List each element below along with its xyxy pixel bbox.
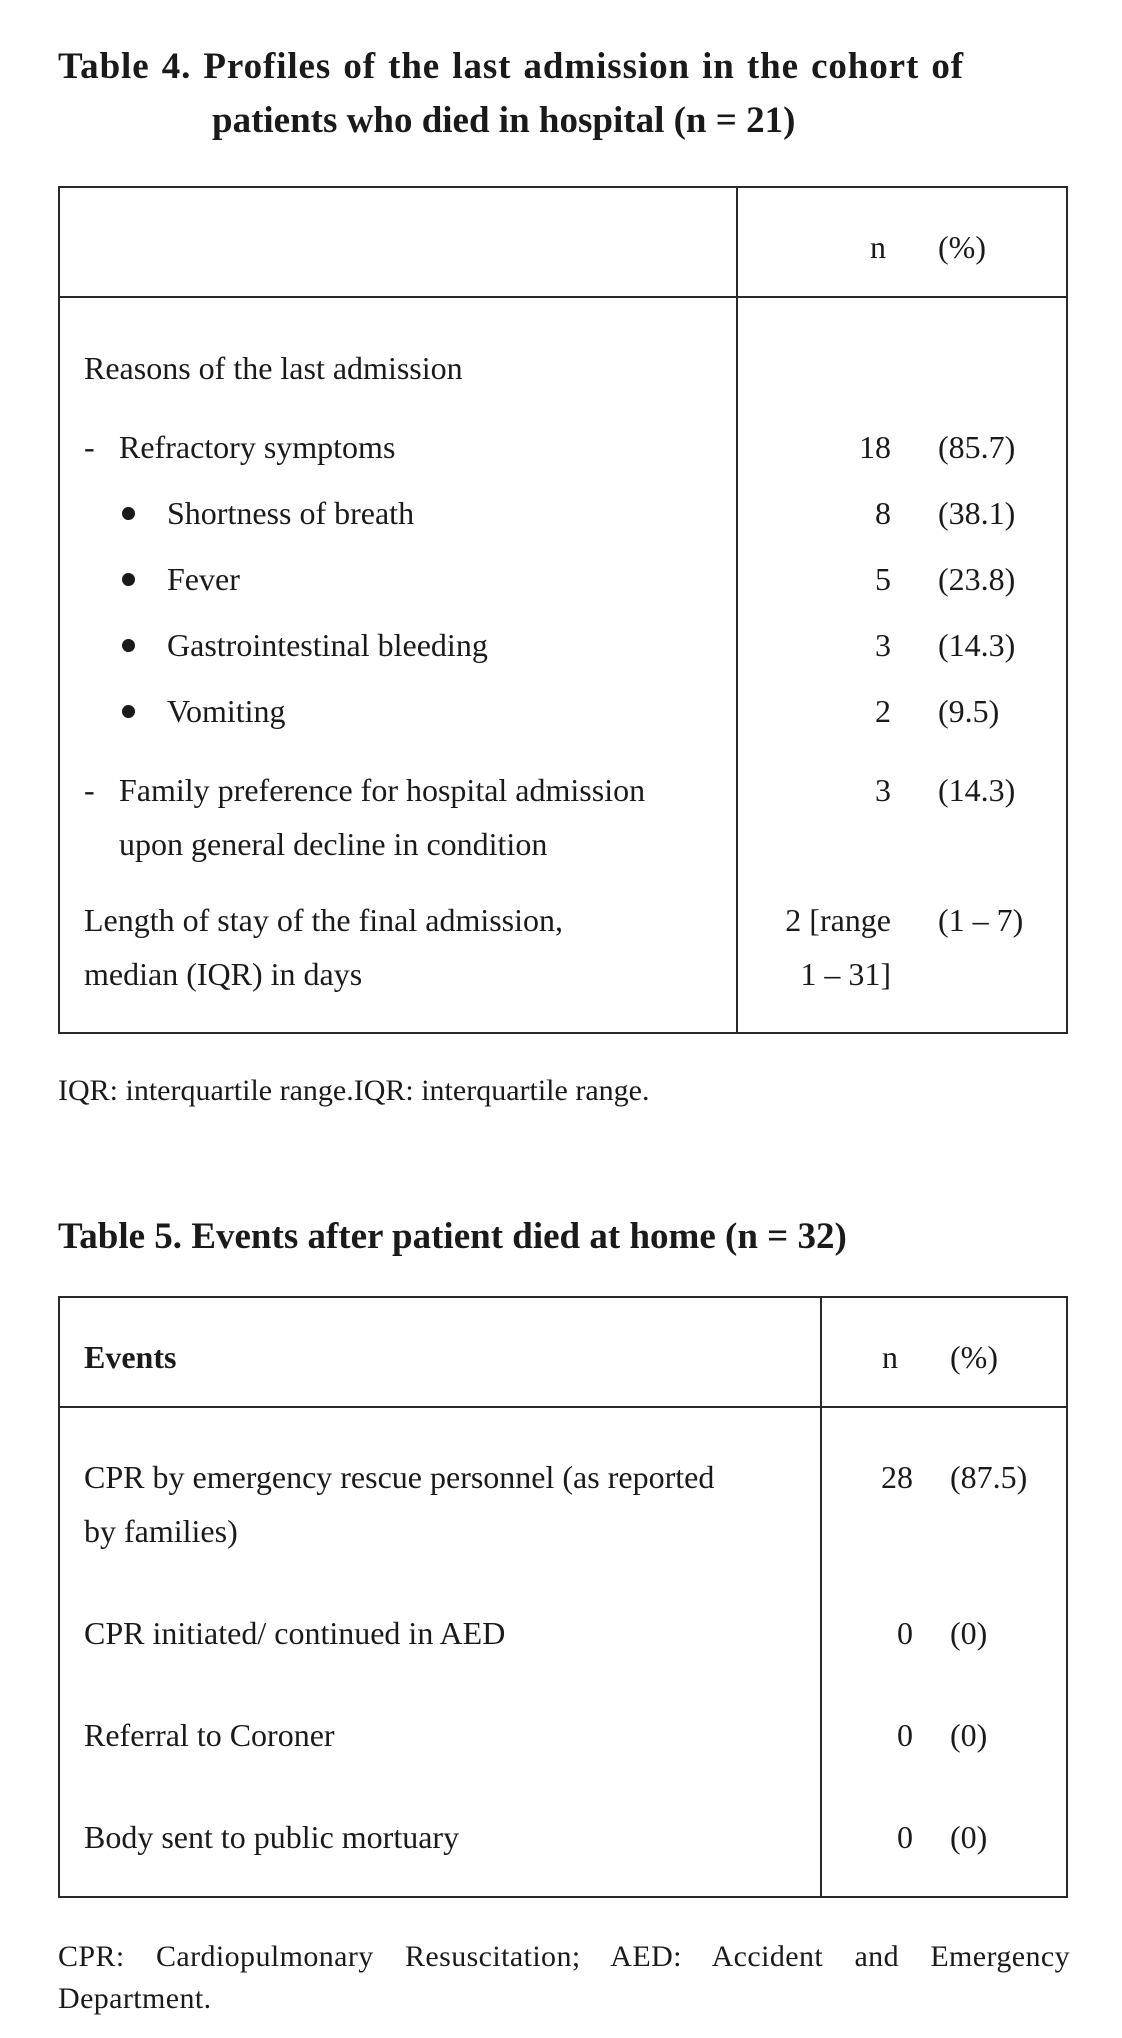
dash-marker: - [84,429,95,465]
table4-footnote: IQR: interquartile range.IQR: interquartile range. [58,1074,650,1107]
table4-row-pct: (85.7) [938,429,1016,465]
table4-row-n: 8 [875,495,891,531]
table4-caption-line1: Profiles of the last admission in the cohort of [203,46,964,87]
table5-row-label: Referral to Coroner [84,1717,335,1753]
table4-family-pct: (14.3) [938,772,1016,808]
table4-section-label: Reasons of the last admission [84,350,463,386]
table4 [58,186,1068,1034]
table4-row-label: Shortness of breath [122,486,414,540]
table5-header-events: Events [84,1339,177,1375]
table5-cpr-label: CPR by emergency rescue personnel (as reported [84,1459,715,1495]
table5 [58,1296,1068,1898]
table4-column-divider [736,188,738,1032]
table4-row-label: - Refractory symptoms [84,420,395,474]
table5-caption-number: Table 5. [58,1216,183,1257]
table4-caption [58,40,1070,148]
table4-los-n: 2 [range [785,902,891,938]
table4-row-pct: (38.1) [938,495,1016,531]
table4-row-n: 3 [875,627,891,663]
table5-footnote: CPR: Cardiopulmonary Resuscitation; AED: Accident and Emergency Department. [58,1940,1070,2015]
table4-los-pct: (1 – 7) [938,902,1024,938]
table5-row-n: 0 [897,1717,913,1753]
table5-row-pct: (0) [950,1819,988,1855]
table5-cpr-pct: (87.5) [950,1459,1028,1495]
table5-row-label: Body sent to public mortuary [84,1819,460,1855]
table5-row-label: CPR initiated/ continued in AED [84,1615,506,1651]
table5-column-divider [820,1298,822,1896]
table4-row-n: 2 [875,693,891,729]
table4-row-pct: (9.5) [938,693,1000,729]
table4-caption-number: Table 4. [58,46,192,87]
table4-header-divider [60,296,1066,298]
table4-los-label: Length of stay of the final admission, [84,902,564,938]
table5-row-pct: (0) [950,1717,988,1753]
bullet-icon [122,639,135,652]
table4-header-n: n [870,229,886,265]
table5-row-n: 0 [897,1819,913,1855]
table4-los-label-line2: median (IQR) in days [84,956,363,992]
table4-header-pct: (%) [938,229,986,265]
table4-row-label: Vomiting [122,684,286,738]
table4-family-label-line2: upon general decline in condition [119,826,548,862]
table5-row-pct: (0) [950,1615,988,1651]
bullet-icon [122,573,135,586]
bullet-icon [122,705,135,718]
table5-header-divider [60,1406,1066,1408]
table5-header-n: n [882,1339,898,1375]
table5-header-pct: (%) [950,1339,998,1375]
table4-row-pct: (23.8) [938,561,1016,597]
table4-row-label: Fever [122,552,240,606]
dash-marker: - [84,772,95,808]
table4-row-pct: (14.3) [938,627,1016,663]
table5-caption [58,1210,1070,1264]
table5-cpr-n: 28 [881,1459,913,1495]
table4-row-label: Gastrointestinal bleeding [122,618,488,672]
table4-row-n: 18 [859,429,891,465]
table4-caption-line2: patients who died in hospital (n = 21) [212,100,796,141]
table4-row-n: 5 [875,561,891,597]
table4-family-n: 3 [875,772,891,808]
table5-row-n: 0 [897,1615,913,1651]
table5-caption-text: Events after patient died at home (n = 32) [191,1216,847,1257]
table4-family-label: - Family preference for hospital admission [84,763,645,817]
table5-cpr-label-line2: by families) [84,1513,238,1549]
table4-los-n-line2: 1 – 31] [800,956,891,992]
bullet-icon [122,507,135,520]
